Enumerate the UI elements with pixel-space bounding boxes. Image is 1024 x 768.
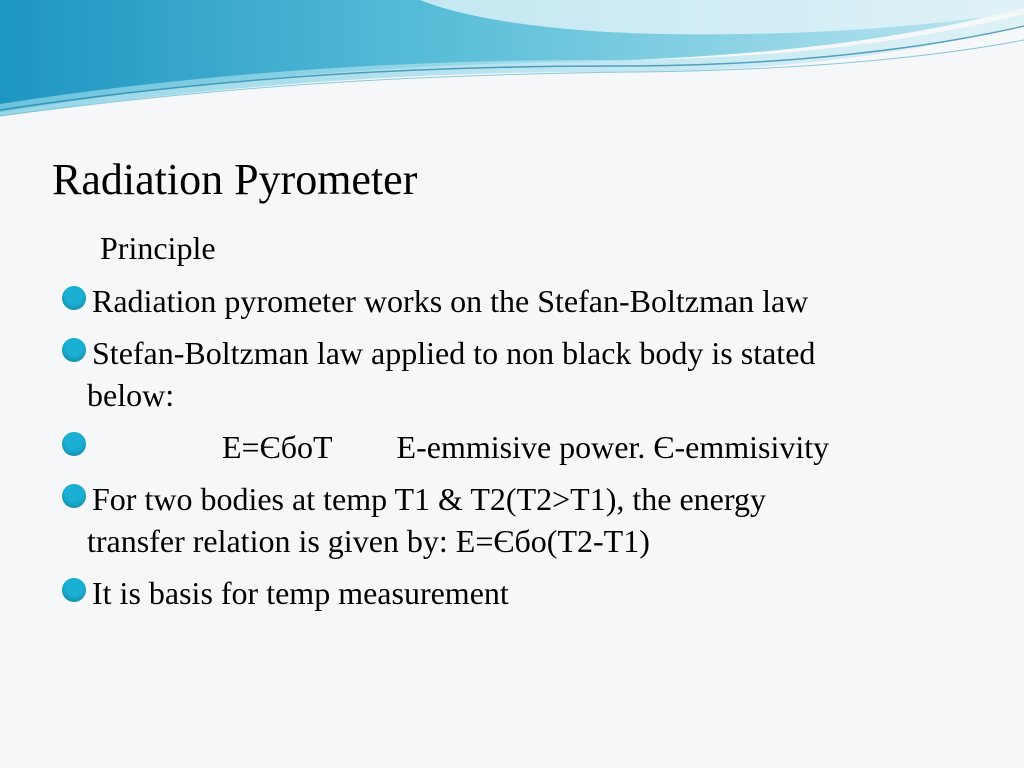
bullet-icon <box>62 432 86 456</box>
bullet-text-line2: below: <box>87 377 175 413</box>
formula-definitions: E-emmisive power. Є-emmisivity <box>396 429 830 465</box>
bullet-list <box>60 280 960 624</box>
section-subheading: Principle <box>100 230 216 266</box>
bullet-item <box>60 572 960 614</box>
slide-title: Radiation Pyrometer <box>52 155 418 204</box>
formula-line <box>92 426 960 468</box>
bullet-text-line2: transfer relation is given by: E=Єбо(T2-T1) <box>87 523 650 559</box>
bullet-icon <box>62 286 86 310</box>
wave-header-decoration <box>0 0 1024 130</box>
bullet-text-line1: For two bodies at temp T1 & T2(T2>T1), the energy <box>92 481 766 517</box>
bullet-text-line1: Stefan-Boltzman law applied to non black body is stated <box>92 335 816 371</box>
bullet-icon <box>62 484 86 508</box>
bullet-text: Radiation pyrometer works on the Stefan-Boltzman law <box>92 283 809 319</box>
bullet-icon <box>62 338 86 362</box>
bullet-item <box>60 332 960 416</box>
formula-equation: E=ЄбоТ <box>222 429 333 465</box>
bullet-item <box>60 478 960 562</box>
bullet-icon <box>62 578 86 602</box>
bullet-item <box>60 280 960 322</box>
bullet-text: It is basis for temp measurement <box>92 575 509 611</box>
bullet-item <box>60 426 960 468</box>
